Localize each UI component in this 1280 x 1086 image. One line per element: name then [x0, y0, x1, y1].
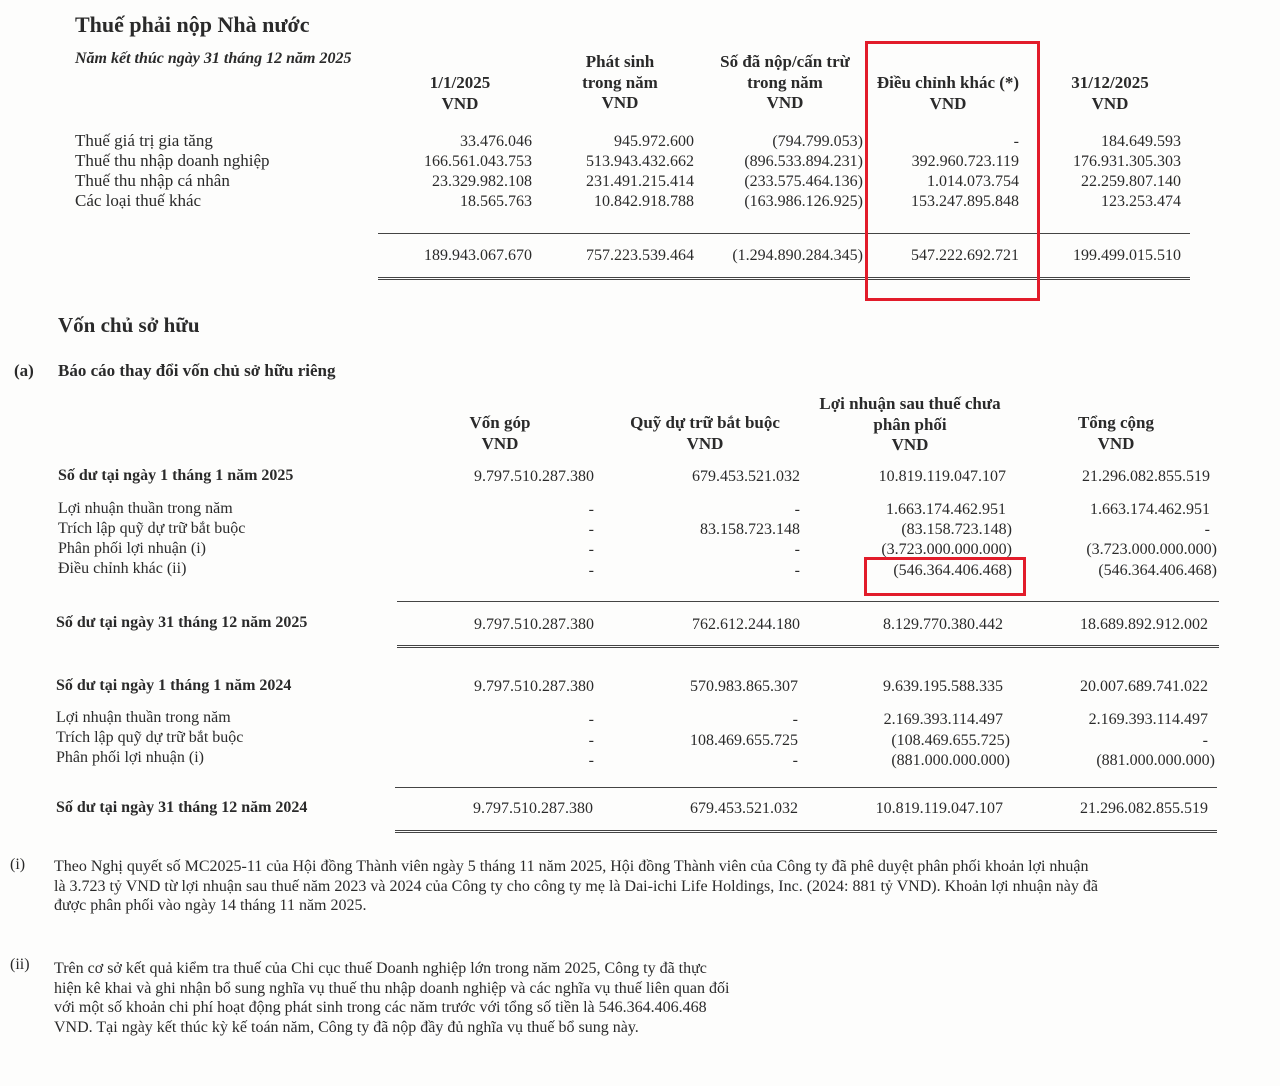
equity-cell: 21.296.082.855.519 — [1082, 468, 1210, 485]
equity-cell: (3.723.000.000.000) — [881, 541, 1012, 558]
tax-total-cell: 547.222.692.721 — [911, 247, 1019, 264]
tax-header-paid: Số đã nộp/cấn trừ trong năm VND — [720, 52, 850, 112]
tax-cell: 166.561.043.753 — [424, 153, 532, 170]
equity-cell: (83.158.723.148) — [901, 521, 1012, 538]
tax-cell: 18.565.763 — [460, 193, 532, 210]
equity-row-label: Trích lập quỹ dự trữ bắt buộc — [56, 729, 244, 746]
equity-cell: 679.453.521.032 — [692, 468, 800, 485]
tax-cell: 33.476.046 — [460, 133, 532, 150]
equity-cell: - — [794, 501, 800, 518]
tax-total-cell: (1.294.890.284.345) — [732, 247, 863, 264]
equity-cell: (108.469.655.725) — [891, 732, 1010, 749]
equity-cell: - — [588, 541, 594, 558]
equity-cell: 10.819.119.047.107 — [875, 800, 1003, 817]
note-i-text: Theo Nghị quyết số MC2025-11 của Hội đồng Thành viên ngày 5 tháng 11 năm 2025, Hội đồng Thành viên của Công ty đã phê duyệt phân phối khoản lợi nhuận là 3.723 tỷ VND từ lợi nhuận sau thuế năm 2023 và 2024 của Công ty cho công ty mẹ là Dai-ichi Life Holdings, Inc. (2024: 881 tỷ VND). Khoản lợi nhuận này đã được phân phối vào ngày 14 tháng 11 năm 2025. — [54, 858, 1098, 914]
equity-cell: 9.639.195.588.335 — [883, 678, 1003, 695]
equity-cell: (546.364.406.468) — [1098, 562, 1217, 579]
tax-row-label: Thuế giá trị gia tăng — [75, 131, 213, 150]
equity-row-label: Số dư tại ngày 1 tháng 1 năm 2024 — [56, 677, 292, 694]
tax-cell: - — [1013, 133, 1019, 150]
equity-header-retained-earnings: Lợi nhuận sau thuế chưa phân phối VND — [819, 394, 1001, 454]
equity-row-label: Số dư tại ngày 1 tháng 1 năm 2025 — [58, 467, 294, 484]
equity-cell: 83.158.723.148 — [700, 521, 800, 538]
equity-cell: - — [588, 501, 594, 518]
equity-header-reserve: Quỹ dự trữ bắt buộc VND — [630, 413, 780, 453]
equity-section-title: Vốn chủ sở hữu — [58, 313, 200, 337]
equity-row-label: Số dư tại ngày 31 tháng 12 năm 2025 — [56, 614, 308, 631]
equity-cell: 20.007.689.741.022 — [1080, 678, 1208, 695]
equity-cell: - — [1204, 521, 1210, 538]
equity-cell: 18.689.892.912.002 — [1080, 616, 1208, 633]
note-marker: (i) — [10, 856, 26, 873]
equity-cell: (546.364.406.468) — [893, 562, 1012, 579]
highlight-box-other-adjustments — [865, 41, 1040, 301]
equity-cell: - — [588, 752, 594, 769]
tax-total-cell: 757.223.539.464 — [586, 247, 694, 264]
tax-total-bottom-rule — [378, 277, 1190, 282]
tax-header-closing: 31/12/2025 VND — [1071, 73, 1149, 113]
tax-cell: 231.491.215.414 — [586, 173, 694, 190]
tax-header-incurred: Phát sinh trong năm VND — [582, 52, 658, 112]
tax-cell: (896.533.894.231) — [744, 153, 863, 170]
equity-double-rule — [397, 645, 1219, 650]
equity-cell: 679.453.521.032 — [690, 800, 798, 817]
note-ii-text: Trên cơ sở kết quả kiểm tra thuế của Chi cục thuế Doanh nghiệp lớn trong năm 2025, Công ty đã thực hiện kê khai và ghi nhận bổ sung nghĩa vụ thuế thu nhập doanh nghiệp và các nghĩa vụ thuế liên quan đối với một số khoản chi phí hoạt động phát sinh trong các năm trước với tổng số tiền là 546.364.406.468 VND. Tại ngày kết thúc kỳ kế toán năm, Công ty đã nộp đầy đủ nghĩa vụ thuế bổ sung này. — [54, 960, 730, 1036]
equity-header-total: Tổng cộng VND — [1077, 413, 1155, 453]
equity-cell: - — [588, 521, 594, 538]
equity-cell: 762.612.244.180 — [692, 616, 800, 633]
equity-subtotal-rule — [397, 601, 1219, 602]
tax-total-top-rule — [378, 233, 1190, 234]
equity-cell: - — [588, 711, 594, 728]
equity-cell: 1.663.174.462.951 — [1090, 501, 1210, 518]
equity-cell: 9.797.510.287.380 — [474, 678, 594, 695]
equity-row-label: Số dư tại ngày 31 tháng 12 năm 2024 — [56, 799, 308, 816]
tax-cell: 123.253.474 — [1101, 193, 1181, 210]
equity-cell: 2.169.393.114.497 — [1088, 711, 1208, 728]
equity-cell: 21.296.082.855.519 — [1080, 800, 1208, 817]
equity-cell: 1.663.174.462.951 — [886, 501, 1006, 518]
tax-cell: 23.329.982.108 — [432, 173, 532, 190]
equity-row-label: Phân phối lợi nhuận (i) — [56, 749, 204, 766]
equity-cell: 2.169.393.114.497 — [883, 711, 1003, 728]
equity-cell: 9.797.510.287.380 — [474, 616, 594, 633]
note-marker: (ii) — [10, 956, 30, 973]
tax-period-subtitle: Năm kết thúc ngày 31 tháng 12 năm 2025 — [75, 50, 352, 67]
tax-cell: (163.986.126.925) — [744, 193, 863, 210]
equity-row-label: Lợi nhuận thuần trong năm — [56, 709, 231, 726]
equity-cell: 8.129.770.380.442 — [883, 616, 1003, 633]
tax-cell: (233.575.464.136) — [744, 173, 863, 190]
equity-cell: - — [794, 562, 800, 579]
equity-row-label: Trích lập quỹ dự trữ bắt buộc — [58, 520, 246, 537]
equity-cell: (881.000.000.000) — [891, 752, 1010, 769]
equity-double-rule-2024 — [395, 830, 1217, 835]
tax-cell: 10.842.918.788 — [594, 193, 694, 210]
equity-sub-marker: (a) — [14, 361, 34, 380]
equity-row-label: Phân phối lợi nhuận (i) — [58, 540, 206, 557]
tax-cell: 513.943.432.662 — [586, 153, 694, 170]
equity-cell: - — [1202, 732, 1208, 749]
equity-cell: - — [794, 541, 800, 558]
equity-cell: (881.000.000.000) — [1096, 752, 1215, 769]
highlight-box-adjustment-ii — [864, 557, 1026, 596]
tax-cell: 22.259.807.140 — [1081, 173, 1181, 190]
tax-section-title: Thuế phải nộp Nhà nước — [75, 12, 310, 37]
tax-row-label: Các loại thuế khác — [75, 191, 202, 210]
equity-subtotal-rule-2024 — [395, 787, 1217, 788]
equity-cell: - — [792, 711, 798, 728]
tax-cell: 153.247.895.848 — [911, 193, 1019, 210]
equity-cell: (3.723.000.000.000) — [1086, 541, 1217, 558]
tax-cell: 392.960.723.119 — [911, 153, 1019, 170]
tax-cell: (794.799.053) — [772, 133, 863, 150]
equity-cell: - — [792, 752, 798, 769]
tax-total-cell: 189.943.067.670 — [424, 247, 532, 264]
tax-row-label: Thuế thu nhập cá nhân — [75, 171, 230, 190]
equity-header-capital: Vốn góp VND — [469, 413, 531, 453]
tax-cell: 184.649.593 — [1101, 133, 1181, 150]
tax-header-other-adjustments: Điều chỉnh khác (*) VND — [876, 73, 1020, 113]
equity-cell: 9.797.510.287.380 — [474, 468, 594, 485]
tax-cell: 945.972.600 — [614, 133, 694, 150]
equity-cell: 10.819.119.047.107 — [878, 468, 1006, 485]
equity-row-label: Điều chỉnh khác (ii) — [58, 560, 187, 577]
tax-row-label: Thuế thu nhập doanh nghiệp — [75, 151, 270, 170]
tax-total-cell: 199.499.015.510 — [1073, 247, 1181, 264]
equity-sub-title: Báo cáo thay đổi vốn chủ sở hữu riêng — [58, 361, 336, 380]
tax-header-opening: 1/1/2025 VND — [429, 73, 491, 113]
equity-cell: 108.469.655.725 — [690, 732, 798, 749]
equity-cell: 9.797.510.287.380 — [473, 800, 593, 817]
equity-cell: 570.983.865.307 — [690, 678, 798, 695]
tax-cell: 176.931.305.303 — [1073, 153, 1181, 170]
equity-cell: - — [588, 562, 594, 579]
equity-cell: - — [588, 732, 594, 749]
tax-cell: 1.014.073.754 — [927, 173, 1019, 190]
equity-row-label: Lợi nhuận thuần trong năm — [58, 500, 233, 517]
